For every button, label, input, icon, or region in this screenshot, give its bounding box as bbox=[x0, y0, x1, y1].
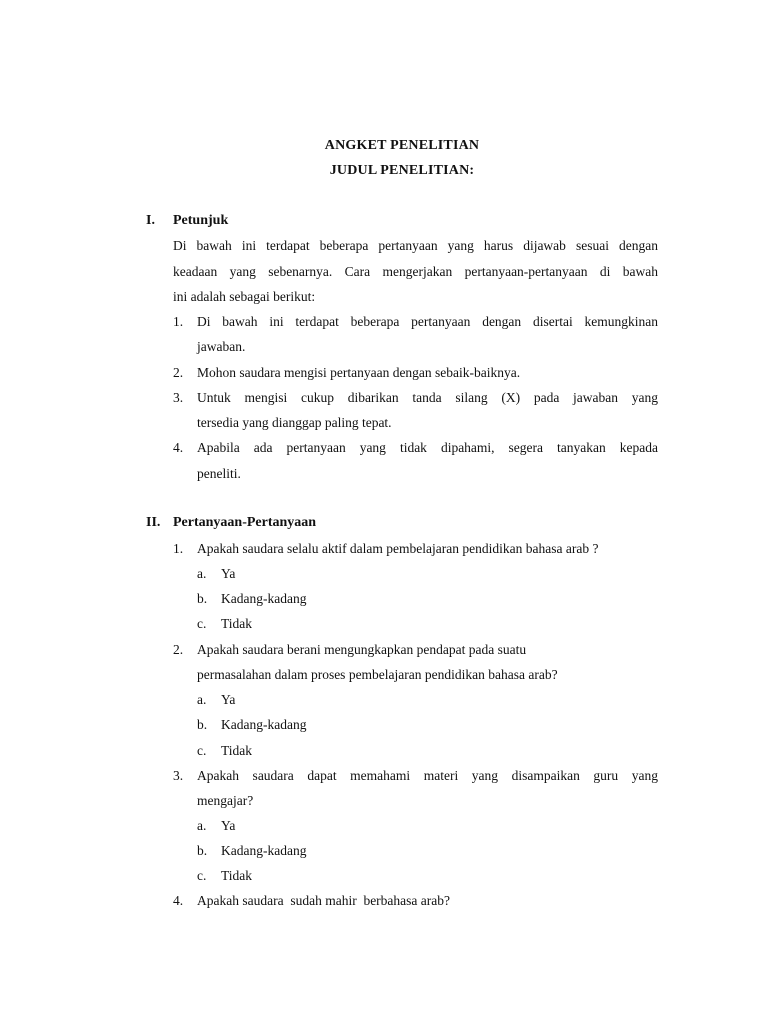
question-2-option-a-letter: a. bbox=[197, 692, 207, 707]
instruction-3-number: 3. bbox=[173, 390, 184, 405]
question-2-option-c: Tidak bbox=[221, 743, 253, 758]
question-2-option-b-letter: b. bbox=[197, 717, 208, 732]
section-1-heading: Petunjuk bbox=[173, 213, 229, 228]
instruction-1-line-2: jawaban. bbox=[197, 339, 246, 354]
instruction-4-line-1: Apabila ada pertanyaan yang tidak dipahami, segera tanyakan kepada bbox=[197, 440, 658, 455]
instruction-1-number: 1. bbox=[173, 314, 184, 329]
question-3-option-c: Tidak bbox=[221, 868, 253, 883]
question-1-option-a-letter: a. bbox=[197, 566, 207, 581]
intro-line-1: Di bawah ini terdapat beberapa pertanyaan yang harus dijawab sesuai dengan bbox=[173, 238, 658, 253]
intro-line-3: ini adalah sebagai berikut: bbox=[173, 289, 316, 304]
section-1-number: I. bbox=[146, 213, 155, 228]
question-1-text: Apakah saudara selalu aktif dalam pembelajaran pendidikan bahasa arab ? bbox=[197, 541, 599, 556]
document-subtitle: JUDUL PENELITIAN: bbox=[329, 163, 475, 178]
question-3-option-c-letter: c. bbox=[197, 868, 207, 883]
instruction-4-line-2: peneliti. bbox=[197, 466, 241, 481]
question-2-option-a: Ya bbox=[221, 692, 236, 707]
question-2-option-c-letter: c. bbox=[197, 743, 207, 758]
instruction-4-number: 4. bbox=[173, 440, 184, 455]
question-3-text-line-1: Apakah saudara dapat memahami materi yang disampaikan guru yang bbox=[197, 768, 658, 783]
instruction-1-line-1: Di bawah ini terdapat beberapa pertanyaan dengan disertai kemungkinan bbox=[197, 314, 658, 329]
question-3-number: 3. bbox=[173, 768, 184, 783]
question-4-text: Apakah saudara sudah mahir berbahasa arab? bbox=[197, 893, 451, 908]
question-3-text-line-2: mengajar? bbox=[197, 793, 254, 808]
question-3-option-a-letter: a. bbox=[197, 818, 207, 833]
instruction-2-number: 2. bbox=[173, 365, 184, 380]
instruction-3-line-2: tersedia yang dianggap paling tepat. bbox=[197, 415, 392, 430]
question-3-option-a: Ya bbox=[221, 818, 236, 833]
instruction-3-line-1: Untuk mengisi cukup dibarikan tanda silang (X) pada jawaban yang bbox=[197, 390, 658, 405]
section-2-heading: Pertanyaan-Pertanyaan bbox=[173, 515, 317, 530]
question-1-number: 1. bbox=[173, 541, 184, 556]
intro-line-2: keadaan yang sebenarnya. Cara mengerjakan pertanyaan-pertanyaan di bawah bbox=[173, 264, 658, 279]
question-3-option-b-letter: b. bbox=[197, 843, 208, 858]
section-2-number: II. bbox=[146, 515, 161, 530]
question-1-option-b: Kadang-kadang bbox=[221, 591, 307, 606]
question-1-option-a: Ya bbox=[221, 566, 236, 581]
question-1-option-c-letter: c. bbox=[197, 616, 207, 631]
question-2-number: 2. bbox=[173, 642, 184, 657]
question-1-option-c: Tidak bbox=[221, 616, 253, 631]
question-2-text-line-1: Apakah saudara berani mengungkapkan pendapat pada suatu bbox=[197, 642, 527, 657]
question-3-option-b: Kadang-kadang bbox=[221, 843, 307, 858]
question-1-option-b-letter: b. bbox=[197, 591, 208, 606]
question-2-text-line-2: permasalahan dalam proses pembelajaran pendidikan bahasa arab? bbox=[197, 667, 558, 682]
instruction-2-line-1: Mohon saudara mengisi pertanyaan dengan sebaik-baiknya. bbox=[197, 365, 521, 380]
document-title: ANGKET PENELITIAN bbox=[324, 138, 480, 153]
question-2-option-b: Kadang-kadang bbox=[221, 717, 307, 732]
question-4-number: 4. bbox=[173, 893, 184, 908]
